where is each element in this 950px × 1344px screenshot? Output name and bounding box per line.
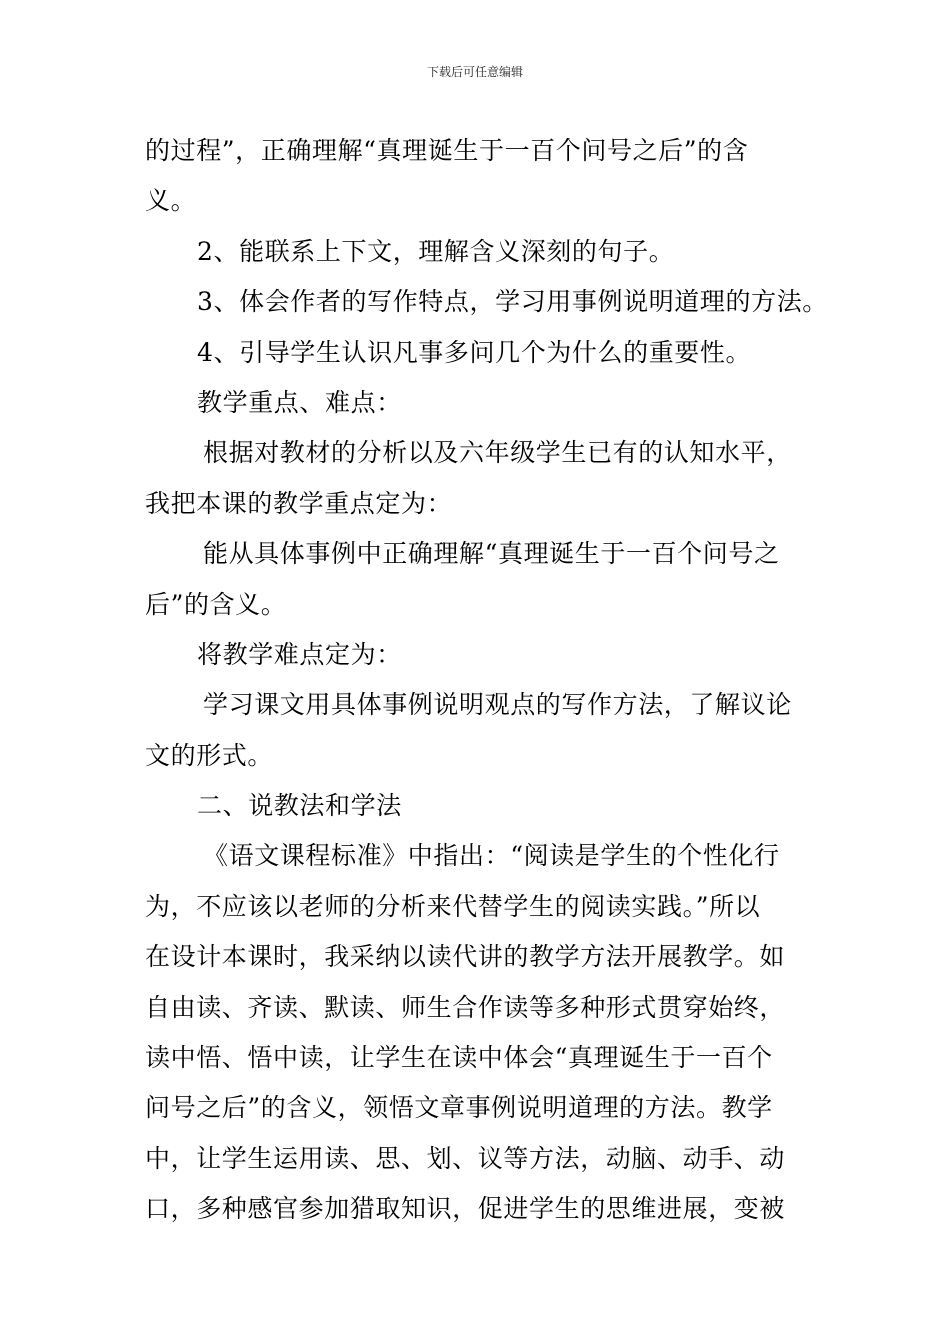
text-line: 自由读、齐读、默读、师生合作读等多种形式贯穿始终， xyxy=(145,992,786,1022)
text-line: 2、能联系上下文，理解含义深刻的句子。 xyxy=(197,236,675,266)
text-line: 《语文课程标准》中指出：“阅读是学生的个性化行 xyxy=(203,841,780,871)
text-line: 在设计本课时，我采纳以读代讲的教学方法开展教学。如 xyxy=(145,942,786,972)
section-heading: 教学重点、难点： xyxy=(197,387,402,417)
text-line: 后”的含义。 xyxy=(145,589,287,619)
text-line: 义。 xyxy=(145,186,197,216)
text-line: 中，让学生运用读、思、划、议等方法，动脑、动手、动 xyxy=(145,1143,786,1173)
text-line: 4、引导学生认识凡事多问几个为什么的重要性。 xyxy=(197,337,752,367)
text-line: 文的形式。 xyxy=(145,740,274,770)
text-line: 读中悟、悟中读，让学生在读中体会“真理诞生于一百个 xyxy=(145,1043,773,1073)
text-line: 为，不应该以老师的分析来代替学生的阅读实践。”所以 xyxy=(145,891,761,921)
document-body xyxy=(145,126,828,1235)
page-header xyxy=(0,64,950,80)
section-heading: 二、说教法和学法 xyxy=(197,791,402,821)
text-line: 口，多种感官参加猎取知识，促进学生的思维进展，变被 xyxy=(145,1194,786,1224)
text-line: 3、体会作者的写作特点，学习用事例说明道理的方法。 xyxy=(197,287,828,317)
text-line: 的过程”，正确理解“真理诞生于一百个问号之后”的含 xyxy=(145,136,749,165)
text-line: 我把本课的教学重点定为： xyxy=(145,488,453,518)
header-text: 下载后可任意编辑 xyxy=(426,65,523,79)
text-line: 根据对教材的分析以及六年级学生已有的认知水平， xyxy=(203,438,792,468)
text-line: 能从具体事例中正确理解“真理诞生于一百个问号之 xyxy=(203,539,780,569)
text-line: 学习课文用具体事例说明观点的写作方法，了解议论 xyxy=(203,690,792,720)
text-line: 问号之后”的含义，领悟文章事例说明道理的方法。教学 xyxy=(145,1093,773,1123)
text-line: 将教学难点定为： xyxy=(197,639,402,669)
